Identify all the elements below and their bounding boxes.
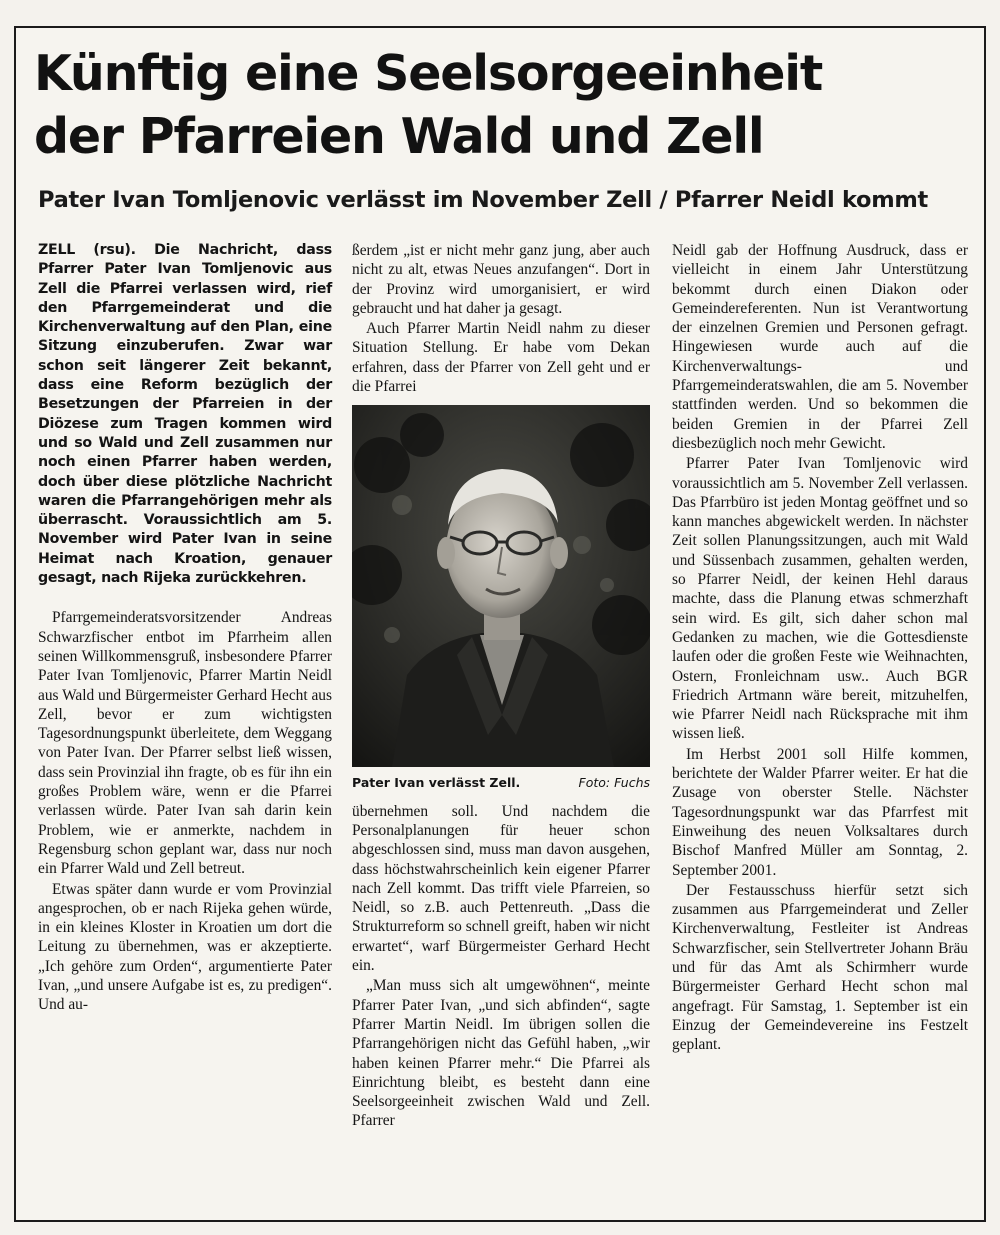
- portrait-photo-image: [352, 405, 650, 767]
- body-paragraph: Etwas später dann wurde er vom Provinzial angesprochen, ob er nach Rijeka gehen würde, in ein kleines Kloster in Kroatien um dort die Leitung zu übernehmen, was er akzeptierte. „Ich gehöre zum Orden“, argumentierte Pater Ivan, „und unsere Aufgabe ist es, zu predigen“. Und au-: [38, 880, 332, 1014]
- body-paragraph: Im Herbst 2001 soll Hilfe kommen, berichtete der Walder Pfarrer weiter. Er hat die Zusage von oberster Stelle. Nächster Tagesordnungspunkt war das Pfarrfest mit Einweihung des neuen Volksaltares durch Bischof Manfred Müller am Sonntag, 2. September 2001.: [672, 745, 968, 879]
- column-1: [38, 241, 332, 1015]
- column-2: [352, 241, 650, 1131]
- body-paragraph: Pfarrgemeinderatsvorsitzender Andreas Schwarzfischer entbot im Pfarrheim allen seinen Willkommensgruß, insbesondere Pfarrer Pater Ivan Tomljenovic, Pfarrer Martin Neidl aus Wald und Bürgermeister Gerhard Hecht aus Zell, bevor er zum wichtigsten Tagesordnungspunkt überleitete, dem Weggang von Pater Ivan. Der Pfarrer selbst ließ wissen, dass sein Provinzial ihn fragte, ob es für ihn ein großes Problem wäre, wenn er die Pfarrei verlassen würde. Pater Ivan sah darin kein Problem, wie er anmerkte, nachdem in Regensburg schon geplant war, dass nur noch ein Pfarrer Wald und Zell betreut.: [38, 609, 332, 878]
- body-paragraph: Auch Pfarrer Martin Neidl nahm zu dieser Situation Stellung. Er habe vom Dekan erfahren, dass der Pfarrer von Zell geht und er die Pfarrei: [352, 320, 650, 396]
- lead-paragraph: ZELL (rsu). Die Nachricht, dass Pfarrer Pater Ivan Tomljenovic aus Zell die Pfarrei verlassen wird, rief den Pfarrgemeinderat und die Kirchenverwaltung auf den Plan, eine Sitzung einzuberufen. Zwar war schon seit längerer Zeit bekannt, dass eine Reform bezüglich der Besetzungen der Pfarreien in der Diözese zum Tragen kommen wird und so Wald und Zell zusammen nur noch einen Pfarrer haben werden, doch über diese plötzliche Nachricht waren die Pfarrangehörigen mehr als überrascht. Voraussichtlich am 5. November wird Pater Ivan in seine Heimat nach Kroation, genauer gesagt, nach Rijeka zurückkehren.: [38, 242, 332, 587]
- body-paragraph: Pfarrer Pater Ivan Tomljenovic wird voraussichtlich am 5. November Zell verlassen. Das Pfarrbüro ist jeden Montag geöffnet und so kann manches abgewickelt werden. In nächster Zeit sollen Planungssitzungen, auch mit Wald und Süssenbach zusammen, gehalten werden, so Pfarrer Neidl, der keinen Hehl daraus machte, dass die Planung etwas schmerzhaft sein wird. Es gilt, sich daher schon mal Gedanken zu machen, wie die Gottesdienste laufen oder die großen Feste wie Weihnachten, Ostern, Fronleichnam usw.. Auch BGR Friedrich Artmann wäre bereit, mitzuhelfen, wie Pfarrer Neidl nach Rücksprache mit ihm wissen ließ.: [672, 455, 968, 743]
- column-3: [672, 241, 968, 1054]
- headline: [34, 42, 964, 168]
- photo-credit: Foto: Fuchs: [578, 775, 650, 791]
- body-paragraph: Der Festausschuss hierfür setzt sich zusammen aus Pfarrgemeinderat und Zeller Kirchenverwaltung, Festleiter ist Andreas Schwarzfischer, sein Stellvertreter Johann Bräu und für das Amt als Schirmherr wurde Bürgermeister Gerhard Hecht schon mal angefragt. Für Samstag, 1. September ist ein Einzug der Gemeindevereine ins Festzelt geplant.: [672, 881, 968, 1054]
- subheadline: Pater Ivan Tomljenovic verlässt im November Zell / Pfarrer Neidl kommt: [38, 187, 928, 213]
- portrait-photo: [352, 405, 650, 767]
- body-paragraph: übernehmen soll. Und nachdem die Personalplanungen für heuer schon abgeschlossen sind, muss man davon ausgehen, dass höchstwahrscheinlich kein eigener Pfarrer nach Zell kommt. Das trifft viele Pfarreien, so Neidl, so z.B. auch Pettenreuth. „Dass die Strukturreform so schnell greift, haben wir nicht erwartet“, warf Bürgermeister Gerhard Hecht ein.: [352, 802, 650, 975]
- headline-line-2: der Pfarreien Wald und Zell: [34, 108, 764, 165]
- headline-line-1: Künftig eine Seelsorgeeinheit: [34, 45, 823, 102]
- photo-caption: Pater Ivan verlässt Zell.: [352, 775, 521, 791]
- body-paragraph: Neidl gab der Hoffnung Ausdruck, dass er vielleicht in einem Jahr Unterstützung bekommt durch einen Diakon oder Gemeindereferenten. Nun ist Verantwortung der einzelnen Gremien und Personen gefragt. Hingewiesen wurde auch auf die Kirchenverwaltungs- und Pfarrgemeinderatswahlen, die am 5. November stattfinden werden. Und so bekommen die beiden Gremien in der Pfarrei Zell diesbezüglich noch mehr Gewicht.: [672, 242, 968, 452]
- body-paragraph: ßerdem „ist er nicht mehr ganz jung, aber auch nicht zu alt, etwas Neues anzufangen“. Dort in der Provinz wird umorganisiert, er wird gebraucht und hat daher ja gesagt.: [352, 242, 650, 317]
- photo-caption-row: [352, 773, 650, 792]
- body-paragraph: „Man muss sich alt umgewöhnen“, meinte Pfarrer Pater Ivan, „und sich abfinden“, sagte Pfarrer Martin Neidl. Im übrigen sollen die Pfarrangehörigen nicht das Gefühl haben, „wir haben keinen Pfarrer mehr.“ Die Pfarrei als Einrichtung bleibt, es besteht dann eine Seelsorgeeinheit zwischen Wald und Zell. Pfarrer: [352, 977, 650, 1130]
